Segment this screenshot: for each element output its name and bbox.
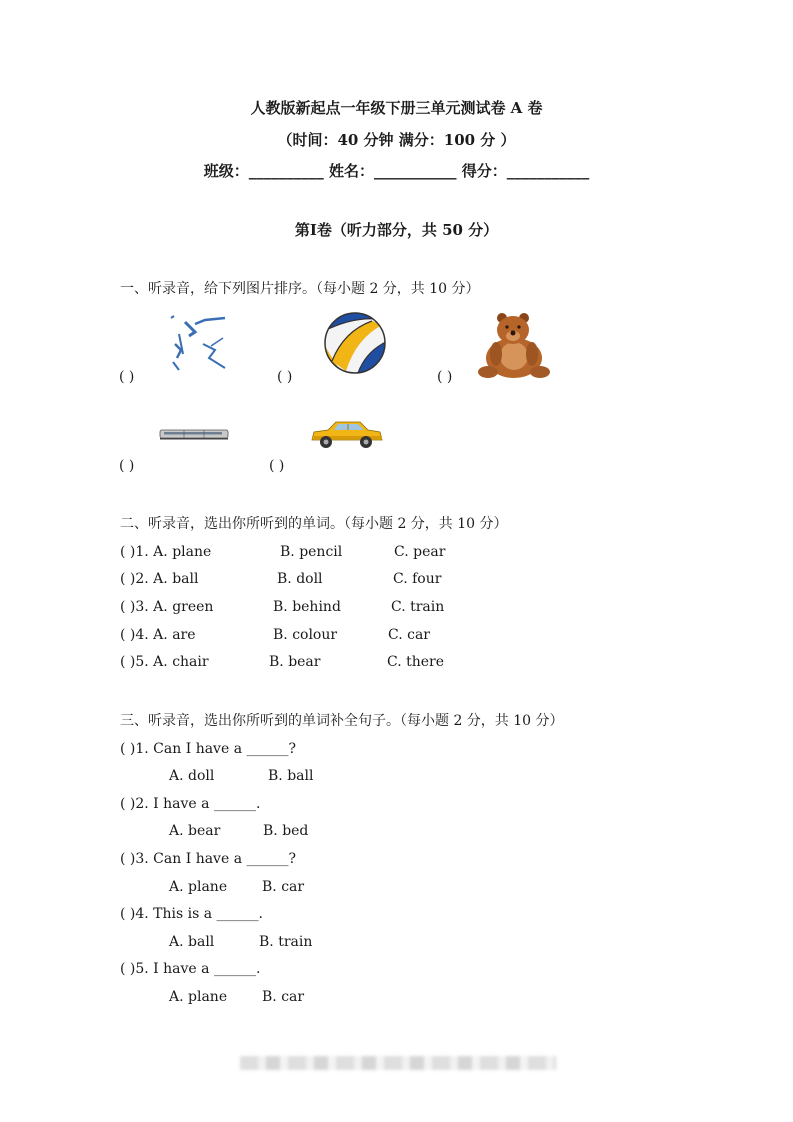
s3-q5-option-a: A. plane — [169, 989, 228, 1005]
s2-q4-option-b: B. colour — [273, 627, 338, 643]
answer-paren-1[interactable]: ( ) — [119, 369, 135, 385]
section1-heading: 一、听录音，给下列图片排序。（每小题 2 分，共 10 分） — [120, 281, 480, 297]
volleyball-icon — [322, 311, 388, 375]
s3-q5-option-b: B. car — [262, 989, 305, 1005]
section2-heading: 二、听录音，选出你所听到的单词。（每小题 2 分，共 10 分） — [120, 516, 508, 532]
s2-q2-option-a[interactable]: ( )2. A. ball — [120, 571, 199, 587]
answer-paren-4[interactable]: ( ) — [119, 458, 135, 474]
bear-icon — [474, 312, 552, 380]
s2-q2-option-b: B. doll — [277, 571, 323, 587]
s3-q2-option-b: B. bed — [263, 823, 309, 839]
footer-watermark — [240, 1056, 556, 1070]
answer-paren-3[interactable]: ( ) — [437, 369, 453, 385]
s2-q1-option-b: B. pencil — [280, 544, 343, 560]
s2-q3-option-c: C. train — [391, 599, 445, 615]
chair-sketch-icon — [165, 314, 231, 374]
s3-q4-option-b: B. train — [259, 934, 313, 950]
s2-q5-option-c: C. there — [387, 654, 445, 670]
section3-heading: 三、听录音，选出你所听到的单词补全句子。（每小题 2 分，共 10 分） — [120, 713, 564, 729]
s3-q5-sentence[interactable]: ( )5. I have a ______. — [120, 961, 261, 977]
s2-q3-option-a[interactable]: ( )3. A. green — [120, 599, 214, 615]
s3-q4-option-a: A. ball — [169, 934, 215, 950]
s3-q3-option-b: B. car — [262, 879, 305, 895]
part-title: 第I卷（听力部分，共 50 分） — [294, 221, 499, 239]
train-icon — [158, 427, 230, 441]
s3-q4-sentence[interactable]: ( )4. This is a ______. — [120, 906, 264, 922]
page-title: 人教版新起点一年级下册三单元测试卷 A 卷 — [250, 99, 543, 117]
s2-q5-option-a[interactable]: ( )5. A. chair — [120, 654, 209, 670]
car-icon — [308, 418, 384, 450]
s2-q1-option-c: C. pear — [394, 544, 446, 560]
student-info-line: 班级：__________ 姓名：___________ 得分：___________ — [203, 162, 590, 180]
s3-q1-option-a: A. doll — [169, 768, 215, 784]
s3-q2-option-a: A. bear — [169, 823, 221, 839]
s3-q2-sentence[interactable]: ( )2. I have a ______. — [120, 796, 261, 812]
s3-q3-option-a: A. plane — [169, 879, 228, 895]
exam-time-score: （时间：40 分钟 满分：100 分 ） — [277, 131, 516, 149]
s2-q4-option-c: C. car — [388, 627, 430, 643]
s2-q4-option-a[interactable]: ( )4. A. are — [120, 627, 196, 643]
s2-q2-option-c: C. four — [393, 571, 442, 587]
s2-q1-option-a[interactable]: ( )1. A. plane — [120, 544, 212, 560]
answer-paren-5[interactable]: ( ) — [269, 458, 285, 474]
answer-paren-2[interactable]: ( ) — [277, 369, 293, 385]
s2-q5-option-b: B. bear — [269, 654, 321, 670]
s3-q1-option-b: B. ball — [268, 768, 314, 784]
s3-q3-sentence[interactable]: ( )3. Can I have a ______? — [120, 851, 296, 867]
s2-q3-option-b: B. behind — [273, 599, 341, 615]
s3-q1-sentence[interactable]: ( )1. Can I have a ______? — [120, 741, 296, 757]
